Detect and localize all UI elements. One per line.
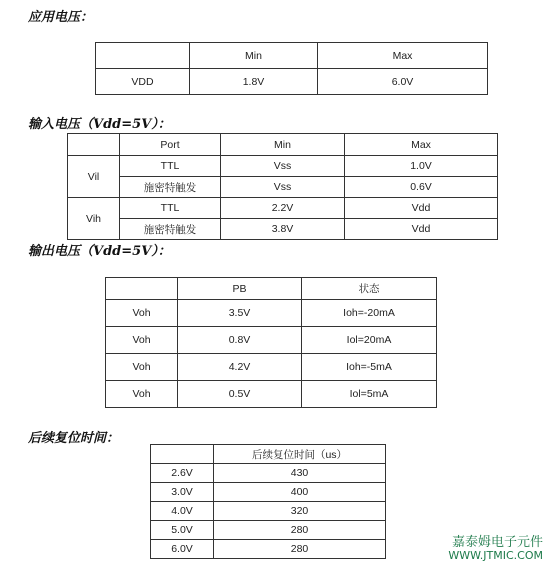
table-cell: 3.0V <box>151 483 214 502</box>
table-cell: 0.8V <box>178 327 302 354</box>
header-cell: Min <box>190 43 318 69</box>
table-cell: Voh <box>106 300 178 327</box>
heading-input-voltage: 输入电压（Vdd=5V）： <box>28 117 171 132</box>
header-cell <box>106 278 178 300</box>
supply-voltage-table <box>95 42 488 95</box>
header-cell: Max <box>318 43 488 69</box>
table-cell: 0.6V <box>345 177 498 198</box>
header-cell: 状态 <box>302 278 437 300</box>
table-cell: Iol=20mA <box>302 327 437 354</box>
table-cell: Vss <box>221 156 345 177</box>
header-cell: Port <box>120 134 221 156</box>
table-cell: Ioh=-5mA <box>302 354 437 381</box>
table-row <box>151 502 386 521</box>
output-voltage-table <box>105 277 437 408</box>
header-cell: 后续复位时间（us） <box>214 445 386 464</box>
table-cell: Vdd <box>345 219 498 240</box>
watermark-url: WWW.JTMIC.COM <box>448 549 543 562</box>
header-cell <box>151 445 214 464</box>
table-cell: 6.0V <box>318 69 488 95</box>
table-cell: 施密特触发 <box>120 177 221 198</box>
header-cell <box>68 134 120 156</box>
table-row <box>96 69 488 95</box>
table-row <box>106 300 437 327</box>
table-header-row <box>68 134 498 156</box>
table-cell: 0.5V <box>178 381 302 408</box>
header-cell: Max <box>345 134 498 156</box>
row-group-label: Vih <box>68 198 120 240</box>
table-row <box>106 354 437 381</box>
table-cell: Voh <box>106 354 178 381</box>
table-row <box>151 540 386 559</box>
table-cell: 4.0V <box>151 502 214 521</box>
table-cell: 3.5V <box>178 300 302 327</box>
table-row <box>151 521 386 540</box>
table-cell: 4.2V <box>178 354 302 381</box>
table-cell: Ioh=-20mA <box>302 300 437 327</box>
header-cell: PB <box>178 278 302 300</box>
table-row <box>68 198 498 219</box>
header-cell <box>96 43 190 69</box>
table-cell: 6.0V <box>151 540 214 559</box>
table-cell: 2.6V <box>151 464 214 483</box>
table-row <box>68 219 498 240</box>
table-cell: 3.8V <box>221 219 345 240</box>
table-cell: 430 <box>214 464 386 483</box>
table-cell: 280 <box>214 540 386 559</box>
heading-supply-voltage: 应用电压： <box>28 10 94 25</box>
table-cell: 5.0V <box>151 521 214 540</box>
table-row <box>106 381 437 408</box>
table-header-row <box>96 43 488 69</box>
heading-reset-time: 后续复位时间： <box>28 431 120 446</box>
table-cell: 320 <box>214 502 386 521</box>
table-cell: 1.8V <box>190 69 318 95</box>
table-cell: Iol=5mA <box>302 381 437 408</box>
table-row <box>106 327 437 354</box>
row-group-label: Vil <box>68 156 120 198</box>
table-cell: TTL <box>120 156 221 177</box>
table-cell: 施密特触发 <box>120 219 221 240</box>
table-cell: 1.0V <box>345 156 498 177</box>
table-cell: Voh <box>106 381 178 408</box>
table-cell: Vdd <box>345 198 498 219</box>
table-cell: 2.2V <box>221 198 345 219</box>
header-cell: Min <box>221 134 345 156</box>
table-cell: Vss <box>221 177 345 198</box>
table-cell: VDD <box>96 69 190 95</box>
input-voltage-table <box>67 133 498 240</box>
table-row <box>151 483 386 502</box>
watermark-company-name: 嘉泰姆电子元件 <box>451 535 543 550</box>
table-cell: 400 <box>214 483 386 502</box>
heading-output-voltage: 输出电压（Vdd=5V）： <box>28 244 171 259</box>
table-cell: 280 <box>214 521 386 540</box>
table-row <box>151 464 386 483</box>
table-header-row <box>106 278 437 300</box>
table-row <box>68 156 498 177</box>
table-cell: TTL <box>120 198 221 219</box>
table-row <box>68 177 498 198</box>
reset-time-table <box>150 444 386 559</box>
table-header-row <box>151 445 386 464</box>
table-cell: Voh <box>106 327 178 354</box>
